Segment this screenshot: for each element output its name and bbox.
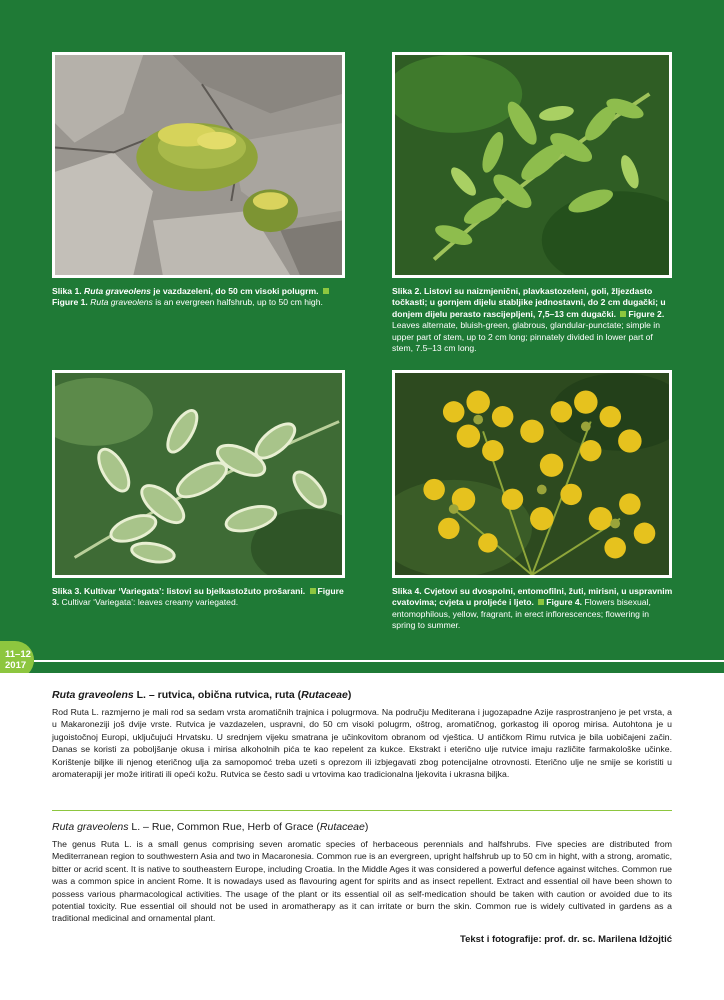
figure-2-caption — [392, 286, 674, 354]
photo-rue-leaves — [392, 52, 672, 278]
article-english-title — [52, 820, 672, 834]
figure-1-species-en: Ruta graveolens — [90, 297, 153, 308]
figure-2-text-hr: Listovi su naizmjenični, plavkastozeleni, goli, žljezdasto točkasti; u gornjem dijelu stabljike jednostavni, do 2 cm dugački; u donjem dijelu perasto rascijepljeni, 7,5–13 cm dugački. — [392, 286, 666, 319]
green-square-icon — [620, 311, 626, 317]
article-english — [52, 820, 672, 925]
issue-number: 11–12 — [5, 649, 31, 660]
title-text: L. – Rue, Common Rue, Herb of Grace ( — [128, 821, 320, 833]
family-name: Rutaceae — [301, 689, 348, 701]
green-square-icon — [310, 588, 316, 594]
title-close: ) — [347, 689, 352, 701]
family-name: Rutaceae — [319, 821, 365, 833]
figure-1-text-hr: je vazdazeleni, do 50 cm visoki polugrm. — [150, 286, 319, 296]
figure-3-caption — [52, 586, 345, 609]
divider — [34, 660, 724, 662]
green-square-icon — [323, 288, 329, 294]
photo-variegata-leaves — [52, 370, 345, 578]
figure-3-text-en: Cultivar ‘Variegata’: leaves creamy variegated. — [59, 597, 239, 608]
green-square-icon — [538, 599, 544, 605]
issue-year: 2017 — [5, 660, 27, 671]
figure-4-text-hr: Cvjetovi su dvospolni, entomofilni, žuti, mirisni, u uspravnim cvatovima; cvjeta u proljeće i ljeto. — [392, 586, 673, 608]
article-croatian-title — [52, 688, 672, 702]
species-name: Ruta graveolens — [52, 821, 129, 833]
author-credit: Tekst i fotografije: prof. dr. sc. Marilena Idžojtić — [459, 934, 672, 945]
article-croatian-body: Rod Ruta L. razmjerno je mali rod sa sedam vrsta aromatičnih trajnica i polugrmova. Na području Mediterana i jugozapadne Azije rasprostranjeno je pet vrsta, a u Makaroneziji još dvije vrste. Rutvica je vazdazelen, uspravni, do 50 cm visoki polugrm, oštrog, aromatičnog, gorkastog ili oporog mirisa. Autohtona je u jugoistočnoj Europi, uključujući Hrvatsku. U srednjem vijeku smatrana je učinkovitom obranom od vještica. U antičkom Rimu rutvica je bila uobičajeni začin. Danas se koristi za poboljšanje okusa i mirisa alkoholnih pića te kao repelent za kukce. Ekstrakt i eterično ulje rutvice imaju različite farmakološke učinke. Korištenje biljke ili njenog eteričnog ulja za samopomoć treba uzeti s oprezom ili izbjegavati zbog potencijalne otrovnosti. Eterično ulje ne smije se koristiti u aromaterapiji jer može iritirati ili opeći kožu. Rutvica se često sadi u vrtovima kao tradicionalna ljekovita i ukrasna biljka. — [52, 707, 672, 780]
photo-rue-on-rocks — [52, 52, 345, 278]
title-close: ) — [364, 821, 369, 833]
figure-4-caption — [392, 586, 674, 632]
article-croatian — [52, 688, 672, 780]
figure-1-species-hr: Ruta graveolens — [84, 286, 151, 296]
figure-4-text-en: Flowers bisexual, entomophilous, yellow, fragrant, in erect inflorescences; flowering in spring to summer. — [392, 597, 651, 631]
figure-3-text-hr: Kultivar ‘Variegata’: listovi su bjelkastožuto prošarani. — [81, 586, 306, 596]
figure-1-label-en: Figure 1. — [52, 297, 88, 308]
species-name: Ruta graveolens — [52, 689, 134, 701]
figure-1-caption — [52, 286, 345, 309]
article-english-body: The genus Ruta L. is a small genus comprising seven aromatic species of herbaceous perennials and halfshrubs. Five species are distributed from Mediterranean region to southwestern Asia and two in Macaronesia. Common rue is an evergreen, upright halfshrub up to 50 cm in hight, with a strong, aromatic, bitter or acrid scent. It is native to southeastern Europe, including Croatia. In the Middle Ages it was considered a powerful defence against witches. Common rue was a common spice in ancient Rome. It is nowadays used as flavouring agent for spirits and as insect repellent. Extract and essential oil have been shown to possess various pharmacological activities. The usage of the plant or its essential oil as self-medication should be taken with caution or avoided due to its potential toxicity. Rue essential oil should not be used in aromatherapy as it can irritate or burn the skin. Common rue is widely cultivated in gardens as a traditional medicinal and ornamental plant. — [52, 839, 672, 924]
divider — [52, 810, 672, 811]
photo-rue-flowers — [392, 370, 672, 578]
title-text: L. – rutvica, obična rutvica, ruta ( — [133, 689, 302, 701]
figure-3-label-en: Figure 3. — [52, 586, 344, 608]
figure-3-label-hr: Slika 3. — [52, 586, 82, 596]
figure-2-label-en: Figure 2. — [628, 308, 665, 319]
figure-2-label-hr: Slika 2. — [392, 286, 422, 296]
figure-1-label-hr: Slika 1. — [52, 286, 82, 296]
figure-2-text-en: Leaves alternate, bluish-green, glabrous, glandular-punctate; simple in upper part of stem, up to 2 cm long; pinnately divided in lower part of stem, 7.5–13 cm long. — [392, 320, 661, 354]
figure-4-label-hr: Slika 4. — [392, 586, 422, 596]
figure-1-text-en: is an evergreen halfshrub, up to 50 cm high. — [152, 297, 323, 308]
figure-4-label-en: Figure 4. — [546, 597, 583, 608]
